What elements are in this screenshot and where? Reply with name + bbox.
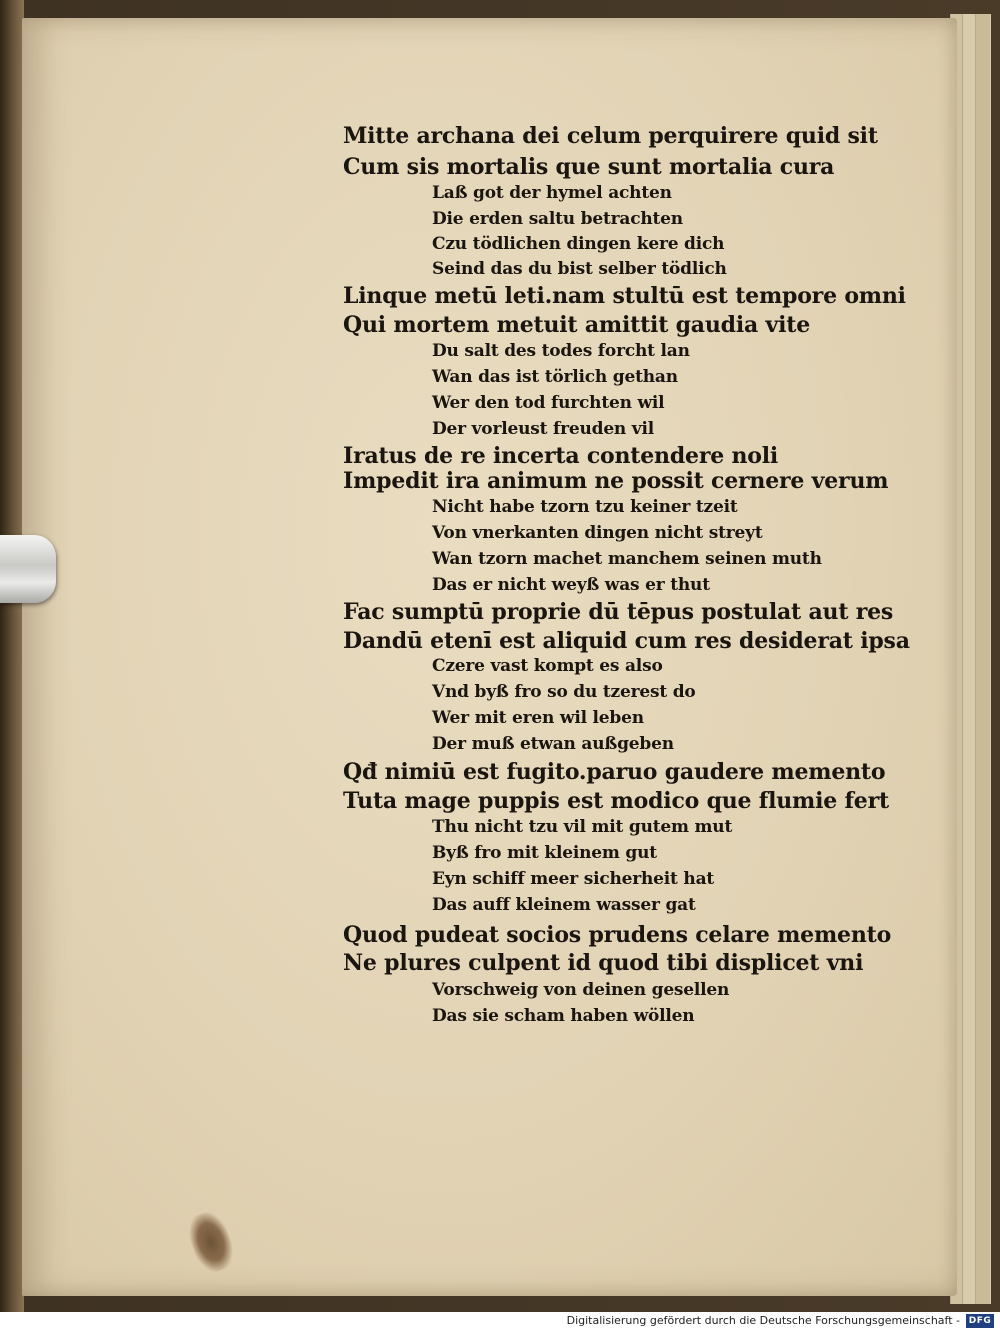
german-verse-line: Du salt des todes forcht lan [432, 341, 690, 361]
german-verse-line: Das er nicht weyß was er thut [432, 575, 710, 595]
german-verse-line: Der vorleust freuden vil [432, 419, 655, 439]
latin-verse-line: Tuta mage puppis est modico que flumie fert [343, 788, 889, 814]
latin-verse-line: Linque metū leti.nam stultū est tempore omni [343, 283, 906, 309]
german-verse-line: Das auff kleinem wasser gat [432, 895, 696, 915]
german-verse-line: Die erden saltu betrachten [432, 209, 683, 229]
latin-verse-line: Cum sis mortalis que sunt mortalia cura [343, 154, 835, 180]
latin-verse-line: Mitte archana dei celum perquirere quid sit [343, 123, 878, 149]
german-verse-line: Wan tzorn machet manchem seinen muth [432, 549, 822, 569]
german-verse-line: Czu tödlichen dingen kere dich [432, 234, 725, 254]
german-verse-line: Nicht habe tzorn tzu keiner tzeit [432, 497, 738, 517]
dfg-logo: DFG [966, 1314, 994, 1328]
latin-verse-line: Fac sumptū proprie dū tēpus postulat aut res [343, 599, 894, 625]
latin-verse-line: Quod pudeat socios prudens celare memento [343, 922, 892, 948]
latin-verse-line: Qđ nimiū est fugito.paruo gaudere memento [343, 759, 886, 785]
german-verse-line: Byß fro mit kleinem gut [432, 843, 657, 863]
latin-verse-line: Qui mortem metuit amittit gaudia vite [343, 312, 811, 338]
german-verse-line: Wer mit eren wil leben [432, 708, 644, 728]
footer-bar [0, 1312, 1000, 1330]
german-verse-line: Wan das ist törlich gethan [432, 367, 678, 387]
german-verse-line: Der muß etwan außgeben [432, 734, 674, 754]
footer-credit: Digitalisierung gefördert durch die Deutsche Forschungsgemeinschaft - [566, 1314, 960, 1327]
german-verse-line: Das sie scham haben wöllen [432, 1006, 695, 1026]
german-verse-line: Czere vast kompt es also [432, 656, 663, 676]
german-verse-line: Laß got der hymel achten [432, 183, 672, 203]
german-verse-line: Vorschweig von deinen gesellen [432, 980, 730, 1000]
latin-verse-line: Dandū etenī est aliquid cum res desiderat ipsa [343, 628, 910, 654]
latin-verse-line: Ne plures culpent id quod tibi displicet vni [343, 950, 864, 976]
latin-verse-line: Iratus de re incerta contendere noli [343, 443, 779, 469]
latin-verse-line: Impedit ira animum ne possit cernere verum [343, 468, 889, 494]
german-verse-line: Wer den tod furchten wil [432, 393, 665, 413]
german-verse-line: Vnd byß fro so du tzerest do [432, 682, 696, 702]
german-verse-line: Eyn schiff meer sicherheit hat [432, 869, 715, 889]
german-verse-line: Von vnerkanten dingen nicht streyt [432, 523, 763, 543]
german-verse-line: Seind das du bist selber tödlich [432, 259, 727, 279]
german-verse-line: Thu nicht tzu vil mit gutem mut [432, 817, 733, 837]
